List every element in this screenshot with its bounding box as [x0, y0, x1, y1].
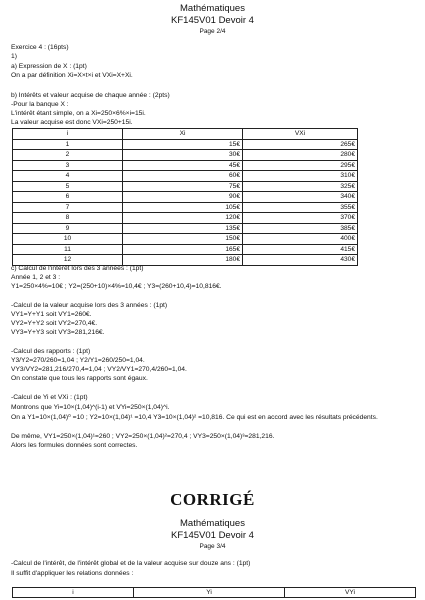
section-d-line1: VY1=Y+Y1 soit VY1=260€. [11, 311, 92, 318]
table-cell: 5 [13, 181, 123, 192]
corrige-watermark: CORRIGÉ [170, 490, 255, 509]
section-c-line1: Année 1, 2 et 3 : [11, 274, 61, 281]
table-row [13, 244, 358, 255]
table-cell: 6 [13, 192, 123, 203]
table-cell: 120€ [123, 213, 243, 224]
table-cell: 15€ [123, 139, 243, 150]
section-b-title: b) Intérêts et valeur acquise de chaque année : (2pts) [11, 92, 170, 99]
section-f-line1: Montrons que Yi=10×(1,04)^(i-1) et VYi=250×(1,04)^i. [11, 404, 170, 411]
section-d-title: -Calcul de la valeur acquise lors des 3 années : (1pt) [11, 302, 168, 309]
table-row [13, 139, 358, 150]
table-row [13, 181, 358, 192]
header-subject: Mathématiques [180, 3, 245, 14]
table-cell: 2 [13, 150, 123, 161]
table-header-i: i [13, 129, 123, 140]
table-cell: 7 [13, 202, 123, 213]
table-cell: 30€ [123, 150, 243, 161]
section-f-line4: Alors les formules données sont correctes. [11, 442, 138, 449]
summary-header-vyi: VYi [285, 588, 416, 598]
table-cell: 370€ [243, 213, 358, 224]
table-row [13, 150, 358, 161]
table-row [13, 223, 358, 234]
section-b-line2: L'intérêt étant simple, on a Xi=250×6%×i=15i. [11, 110, 146, 117]
exercise-title: Exercice 4 : (16pts) [11, 44, 69, 51]
section-e-title: -Calcul des rapports : (1pt) [11, 348, 91, 355]
section-a-text: On a par définition Xi=X×t×i et VXi=X+Xi. [11, 72, 133, 79]
section-d-line3: VY3=Y+Y3 soit VY3=281,216€. [11, 329, 105, 336]
summary-header-yi: Yi [134, 588, 285, 598]
section-b-line3: La valeur acquise est donc VXi=250+15i. [11, 119, 133, 126]
table-cell: 265€ [243, 139, 358, 150]
exercise-number: 1) [11, 53, 17, 60]
table-cell: 11 [13, 244, 123, 255]
table-row [13, 234, 358, 245]
section-g-line1: Il suffit d'appliquer les relations données : [11, 570, 134, 577]
section-e-line3: On constate que tous les rapports sont égaux. [11, 375, 148, 382]
summary-header-row [13, 588, 416, 598]
table-row [13, 255, 358, 266]
table-cell: 75€ [123, 181, 243, 192]
table-cell: 340€ [243, 192, 358, 203]
section-f-line3: De même, VY1=250×(1,04)¹=260 ; VY2=250×(1,04)²=270,4 ; VY3=250×(1,04)³=281,216. [11, 433, 275, 440]
table-cell: 135€ [123, 223, 243, 234]
table-cell: 325€ [243, 181, 358, 192]
table-cell: 60€ [123, 171, 243, 182]
table-header-row [13, 129, 358, 140]
table-cell: 10 [13, 234, 123, 245]
table-row [13, 160, 358, 171]
table-cell: 415€ [243, 244, 358, 255]
table-cell: 1 [13, 139, 123, 150]
table-cell: 8 [13, 213, 123, 224]
table-cell: 385€ [243, 223, 358, 234]
section-c-title: c) Calcul de l'intérêt lors des 3 années : (1pt) [11, 265, 144, 272]
table-cell: 3 [13, 160, 123, 171]
table-row [13, 213, 358, 224]
table-cell: 9 [13, 223, 123, 234]
table-row [13, 171, 358, 182]
section-b-line1: -Pour la banque X : [11, 101, 69, 108]
table-cell: 430€ [243, 255, 358, 266]
table-cell: 4 [13, 171, 123, 182]
table-cell: 165€ [123, 244, 243, 255]
table-cell: 150€ [123, 234, 243, 245]
table-row [13, 192, 358, 203]
table-cell: 355€ [243, 202, 358, 213]
section-f-line2: On a Y1=10×(1,04)⁰ =10 ; Y2=10×(1,04)¹ =10,4 Y3=10×(1,04)² =10,816. Ce qui est en accord avec les résultats précédents. [11, 414, 378, 421]
table-cell: 310€ [243, 171, 358, 182]
header-page: Page 2/4 [199, 28, 226, 35]
section-f-title: -Calcul de Yi et VXi : (1pt) [11, 394, 88, 401]
table-cell: 180€ [123, 255, 243, 266]
section-e-line1: Y3/Y2=270/260=1,04 ; Y2/Y1=260/250=1,04. [11, 357, 145, 364]
section-d-line2: VY2=Y+Y2 soit VY2=270,4€. [11, 320, 98, 327]
interest-table [12, 128, 358, 266]
table-cell: 400€ [243, 234, 358, 245]
section-e-line2: VY3/VY2=281,216/270,4=1,04 ; VY2/VY1=270,4/260=1,04. [11, 366, 187, 373]
table-cell: 105€ [123, 202, 243, 213]
section-c-line2: Y1=250×4%=10€ ; Y2=(250+10)×4%=10,4€ ; Y3=(260+10,4)=10,816€. [11, 283, 222, 290]
summary-table [12, 587, 416, 598]
header-code: KF145V01 Devoir 4 [171, 15, 254, 26]
table-cell: 280€ [243, 150, 358, 161]
section-a-title: a) Expression de X : (1pt) [11, 63, 87, 70]
summary-header-i: i [13, 588, 134, 598]
header2-code: KF145V01 Devoir 4 [171, 530, 254, 541]
table-cell: 12 [13, 255, 123, 266]
table-header-vxi: VXi [243, 129, 358, 140]
table-cell: 90€ [123, 192, 243, 203]
section-g-title: -Calcul de l'intérêt, de l'intérêt global et de la valeur acquise sur douze ans : (1pt) [11, 560, 251, 567]
header2-page: Page 3/4 [199, 543, 226, 550]
table-cell: 45€ [123, 160, 243, 171]
header2-subject: Mathématiques [180, 518, 245, 529]
table-header-xi: Xi [123, 129, 243, 140]
table-row [13, 202, 358, 213]
table-cell: 295€ [243, 160, 358, 171]
